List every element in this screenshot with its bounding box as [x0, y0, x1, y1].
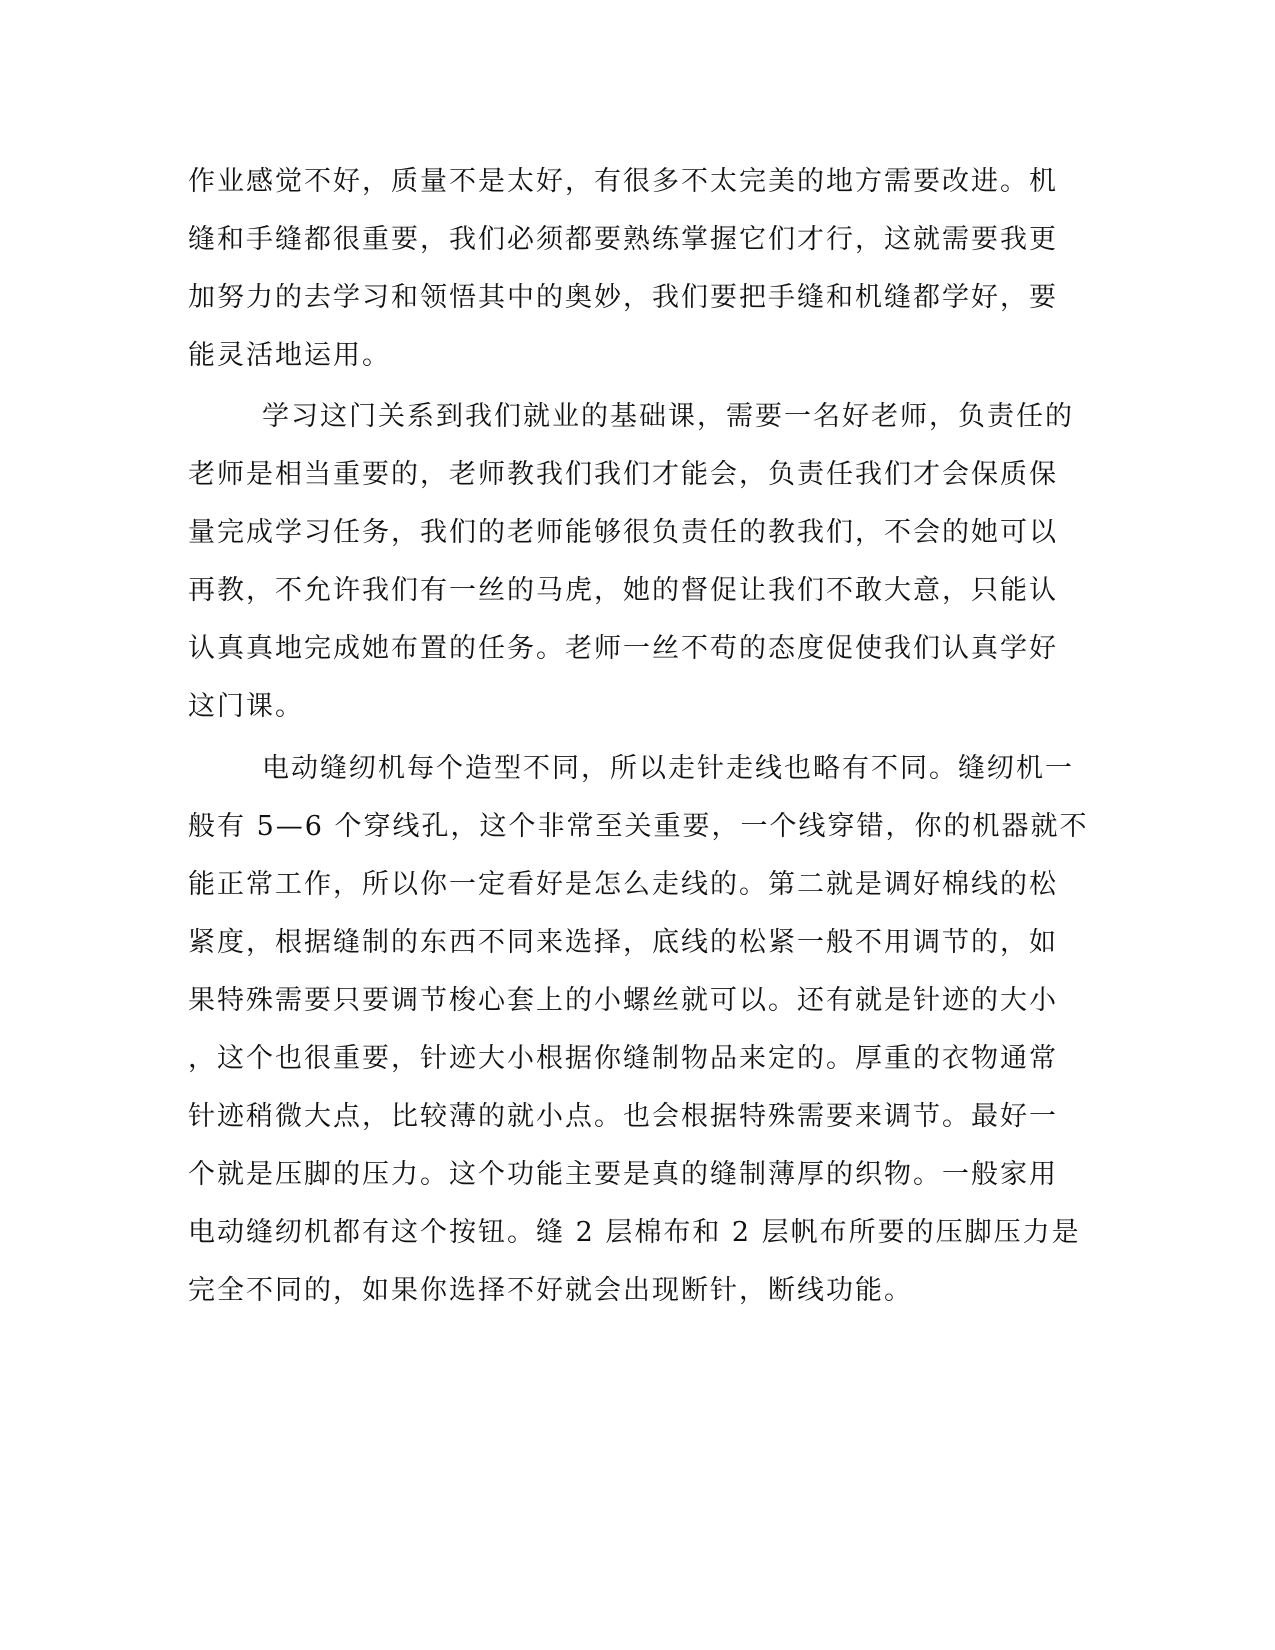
paragraph-3-line-9: 电动缝纫机都有这个按钮。缝 2 层棉布和 2 层帆布所要的压脚压力是 — [188, 1217, 1081, 1248]
paragraph-1-line-1: 作业感觉不好，质量不是太好，有很多不太完美的地方需要改进。机 — [188, 166, 1058, 197]
paragraph-3-line-3: 能正常工作，所以你一定看好是怎么走线的。第二就是调好棉线的松 — [188, 869, 1058, 900]
paragraph-3-line-1: 电动缝纫机每个造型不同，所以走针走线也略有不同。缝纫机一 — [262, 753, 1074, 784]
paragraph-3-line-6: ，这个也很重要，针迹大小根据你缝制物品来定的。厚重的衣物通常 — [188, 1043, 1058, 1074]
paragraph-2-line-3: 量完成学习任务，我们的老师能够很负责任的教我们，不会的她可以 — [188, 517, 1058, 548]
paragraph-2-line-4: 再教，不允许我们有一丝的马虎，她的督促让我们不敢大意，只能认 — [188, 575, 1058, 606]
paragraph-3-line-4: 紧度，根据缝制的东西不同来选择，底线的松紧一般不用调节的，如 — [188, 927, 1058, 958]
paragraph-2-line-1: 学习这门关系到我们就业的基础课，需要一名好老师，负责任的 — [262, 401, 1074, 432]
paragraph-1-line-2: 缝和手缝都很重要，我们必须都要熟练掌握它们才行，这就需要我更 — [188, 224, 1058, 255]
paragraph-2-line-2: 老师是相当重要的，老师教我们我们才能会，负责任我们才会保质保 — [188, 459, 1058, 490]
paragraph-3-line-5: 果特殊需要只要调节梭心套上的小螺丝就可以。还有就是针迹的大小 — [188, 985, 1058, 1016]
paragraph-3-line-2: 般有 5—6 个穿线孔，这个非常至关重要，一个线穿错，你的机器就不 — [188, 811, 1089, 842]
paragraph-2-line-6: 这门课。 — [188, 691, 304, 722]
paragraph-2-line-5: 认真真地完成她布置的任务。老师一丝不苟的态度促使我们认真学好 — [188, 633, 1058, 664]
paragraph-1-line-3: 加努力的去学习和领悟其中的奥妙，我们要把手缝和机缝都学好，要 — [188, 282, 1058, 313]
paragraph-3-line-10: 完全不同的，如果你选择不好就会出现断针，断线功能。 — [188, 1275, 913, 1306]
paragraph-3-line-7: 针迹稍微大点，比较薄的就小点。也会根据特殊需要来调节。最好一 — [188, 1101, 1058, 1132]
paragraph-3-line-8: 个就是压脚的压力。这个功能主要是真的缝制薄厚的织物。一般家用 — [188, 1159, 1058, 1190]
paragraph-1-line-4: 能灵活地运用。 — [188, 340, 391, 371]
